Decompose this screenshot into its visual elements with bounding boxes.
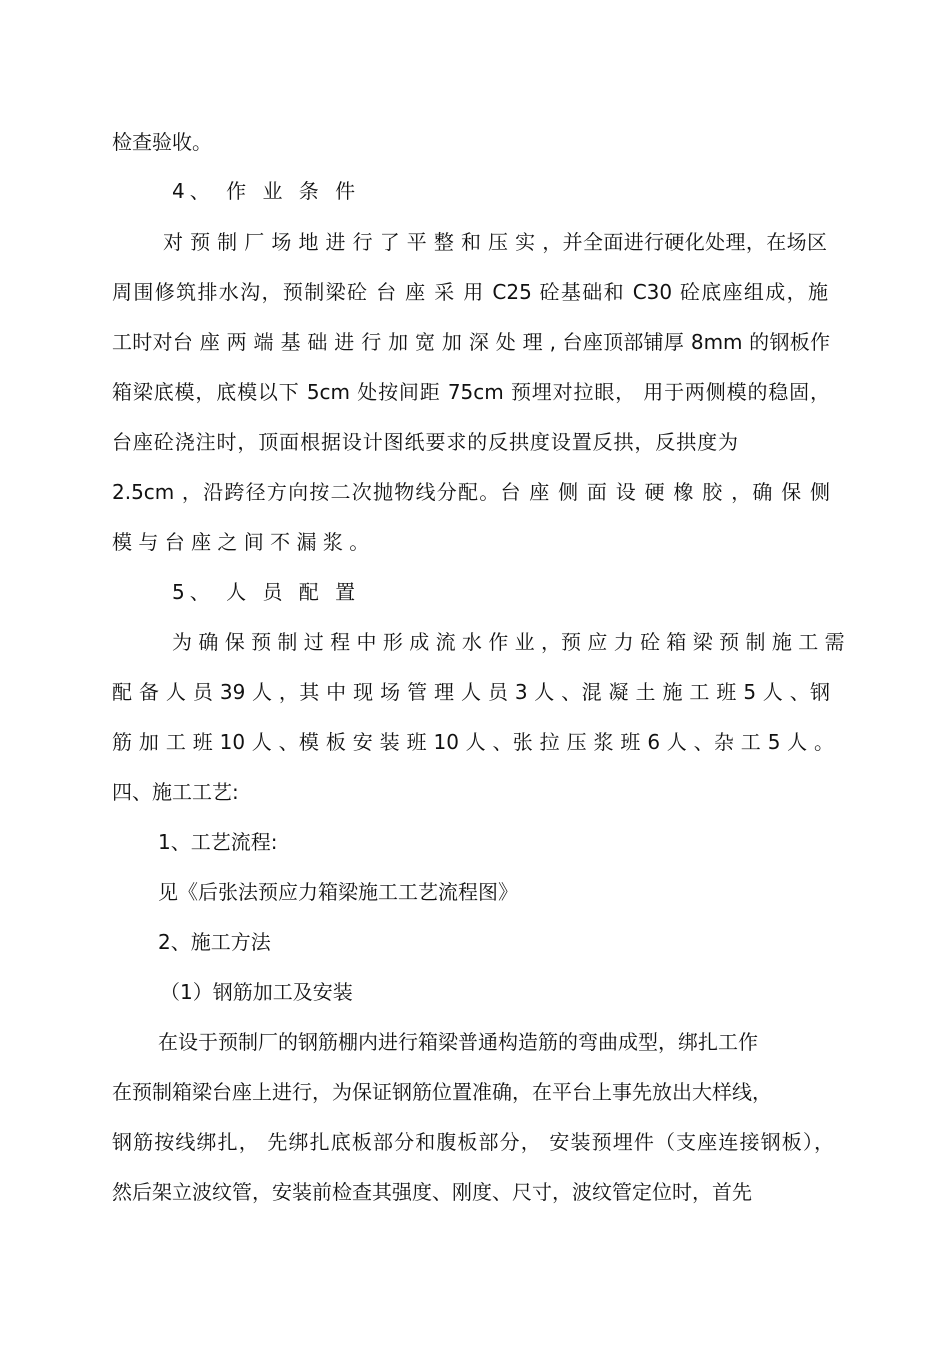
section-heading: 2、施工方法 bbox=[158, 930, 271, 954]
subsection-heading: （1）钢筋加工及安装 bbox=[160, 980, 353, 1004]
paragraph-line: 筋 加 工 班 10 人 、模 板 安 装 班 10 人 、张 拉 压 浆 班 6 人 、杂 工 5 人 。 bbox=[112, 730, 834, 754]
paragraph-line: 模 与 台 座 之 间 不 漏 浆 。 bbox=[112, 530, 370, 554]
section-heading: 1、工艺流程: bbox=[158, 830, 278, 854]
section-heading: 4、 作 业 条 件 bbox=[172, 179, 361, 203]
paragraph-line: 检查验收。 bbox=[112, 130, 212, 154]
paragraph-line: 周围修筑排水沟，预制梁砼 台 座 采 用 C25 砼基础和 C30 砼底座组成，施 bbox=[112, 280, 828, 304]
paragraph-line: 见《后张法预应力箱梁施工工艺流程图》 bbox=[158, 880, 518, 904]
paragraph-line: 2.5cm ，沿跨径方向按二次抛物线分配。台 座 侧 面 设 硬 橡 胶 ，确 保 侧 bbox=[112, 480, 830, 504]
paragraph-line: 配 备 人 员 39 人 ，其 中 现 场 管 理 人 员 3 人 、混 凝 土 施 工 班 5 人 、钢 bbox=[112, 680, 830, 704]
chapter-heading: 四、施工工艺: bbox=[112, 780, 239, 804]
section-heading: 5、 人 员 配 置 bbox=[172, 580, 361, 604]
paragraph-line: 钢筋按线绑扎， 先绑扎底板部分和腹板部分， 安装预埋件（支座连接钢板）， bbox=[112, 1130, 834, 1154]
paragraph-line: 台座砼浇注时，顶面根据设计图纸要求的反拱度设置反拱，反拱度为 bbox=[112, 430, 738, 454]
paragraph-line: 工时对台 座 两 端 基 础 进 行 加 宽 加 深 处 理 , 台座顶部铺厚 8mm 的钢板作 bbox=[112, 330, 830, 354]
paragraph-line: 然后架立波纹管，安装前检查其强度、刚度、尺寸，波纹管定位时，首先 bbox=[112, 1180, 752, 1204]
paragraph-line: 对 预 制 厂 场 地 进 行 了 平 整 和 压 实 ，并全面进行硬化处理，在场区 bbox=[163, 230, 827, 254]
paragraph-line: 为 确 保 预 制 过 程 中 形 成 流 水 作 业 ，预 应 力 砼 箱 梁 预 制 施 工 需 bbox=[172, 630, 845, 654]
paragraph-line: 箱梁底模，底模以下 5cm 处按间距 75cm 预埋对拉眼， 用于两侧模的稳固， bbox=[112, 380, 830, 404]
paragraph-line: 在设于预制厂的钢筋棚内进行箱梁普通构造筋的弯曲成型，绑扎工作 bbox=[158, 1030, 758, 1054]
paragraph-line: 在预制箱梁台座上进行，为保证钢筋位置准确，在平台上事先放出大样线， bbox=[112, 1080, 772, 1104]
